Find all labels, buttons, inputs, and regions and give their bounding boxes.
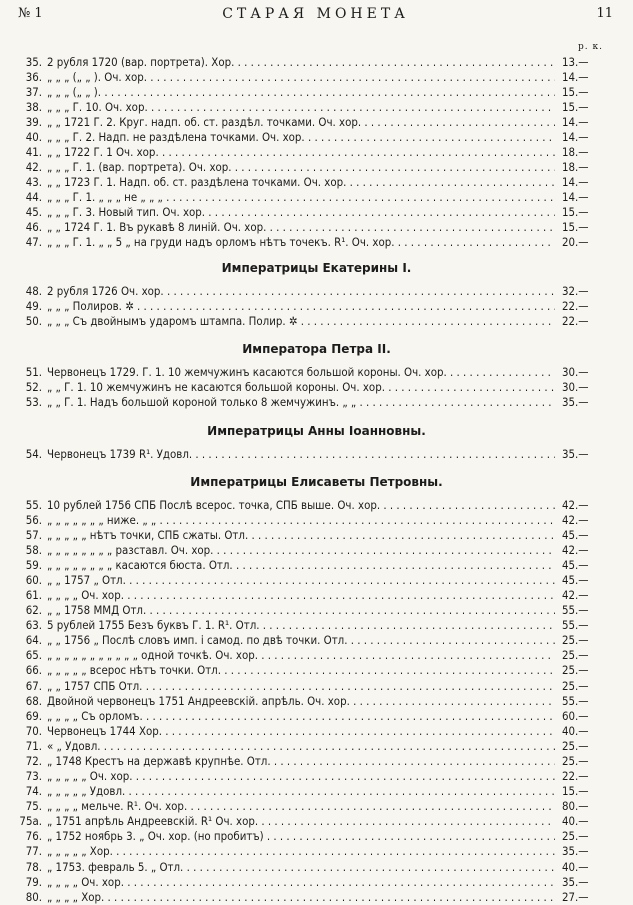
lot-number: 38. xyxy=(25,99,42,114)
lot-row xyxy=(14,558,618,573)
lot-row xyxy=(14,85,618,100)
lot-description: „ „ „ „ „ нѣтъ точки, СПБ сжаты. Отл. . . . xyxy=(47,528,555,543)
lot-number: 54. xyxy=(25,446,42,461)
lot-row xyxy=(14,739,618,754)
lot-description: „ „ 1724 Г. 1. Въ рукавѣ 8 линій. Оч. хор. . . . xyxy=(47,220,555,235)
lot-description: „ „ 1721 Г. 2. Круг. надп. об. ст. раздѣл. точками. Оч. хор. . . . xyxy=(47,115,555,130)
lot-description: „ „ „ „ „ „ „ ниже. „ „ . . . xyxy=(47,513,555,528)
lot-price: 25.— xyxy=(562,663,589,678)
lot-price: 14.— xyxy=(562,190,589,205)
lot-row xyxy=(14,528,618,543)
lot-description: „ „ 1757 СПБ Отл. . . . xyxy=(47,679,555,694)
lot-price: 27.— xyxy=(562,889,589,904)
lot-row xyxy=(14,543,618,558)
lot-number: 47. xyxy=(25,235,42,250)
lot-price: 15.— xyxy=(562,84,589,99)
page-header xyxy=(18,6,613,26)
lot-row xyxy=(14,799,618,814)
lot-number: 36. xyxy=(25,69,42,84)
lot-number: 71. xyxy=(25,738,42,753)
journal-title: СТАРАЯ МОНЕТА xyxy=(222,6,409,22)
lot-row xyxy=(14,513,618,528)
lot-description: „ „ „ „ „ „ „ „ „ „ „ одной точкѣ. Оч. хор. . . . xyxy=(47,648,555,663)
page-number: 11 xyxy=(596,6,613,21)
lot-description: „ „ Г. 1. 10 жемчужинъ не касаются большой короны. Оч. хор. . . . xyxy=(47,380,555,395)
lot-number: 55. xyxy=(25,497,42,512)
lot-row xyxy=(14,55,618,70)
lot-description: „ 1748 Крестъ на державѣ крупнѣе. Отл. . . . xyxy=(47,754,555,769)
lot-price: 42.— xyxy=(562,588,589,603)
lot-row xyxy=(14,160,618,175)
lot-row xyxy=(14,284,618,299)
lot-price: 45.— xyxy=(562,573,589,587)
lot-number: 69. xyxy=(25,708,42,723)
lot-number: 77. xyxy=(25,844,42,859)
lot-description: „ „ „ Г. 1. „ „ „ не „ „ „ . . . xyxy=(47,190,555,205)
lot-row xyxy=(14,860,618,875)
lot-description: „ „ „ Г. 1. „ „ 5 „ на груди надъ орломъ нѣтъ точекъ. R¹. Оч. хор. . . . xyxy=(47,235,555,250)
lot-number: 39. xyxy=(25,114,42,129)
lot-description: „ „ „ „ „ Хор. . . . xyxy=(47,844,555,859)
lot-description: „ „ Г. 1. Надъ большой короной только 8 жемчужинъ. „ „ . . . xyxy=(47,395,555,410)
lot-row xyxy=(14,130,618,145)
lot-description: „ „ „ Полиров. ✲ . . . xyxy=(47,299,555,314)
lot-row xyxy=(14,299,618,314)
lot-number: 79. xyxy=(25,874,42,889)
lot-price: 55.— xyxy=(562,618,589,633)
lot-description: 2 рубля 1720 (вар. портрета). Хор. . . . xyxy=(47,55,555,70)
lot-description: Червонецъ 1729. Г. 1. 10 жемчужинъ касаются большой короны. Оч. хор. . . . xyxy=(47,365,555,380)
lot-row xyxy=(14,190,618,205)
lot-row xyxy=(14,648,618,663)
lot-row xyxy=(14,395,618,410)
lot-price: 15.— xyxy=(562,99,589,114)
lot-number: 45. xyxy=(25,205,42,220)
lot-description: „ „ „ („ „ ). . . . xyxy=(47,85,555,100)
lot-price: 22.— xyxy=(562,314,589,329)
lot-price: 42.— xyxy=(562,497,589,512)
lot-description: „ „ 1723 Г. 1. Надп. об. ст. раздѣлена точками. Оч. хор. . . . xyxy=(47,175,555,190)
lot-description: « „ Удовл. . . . xyxy=(47,739,555,754)
lot-price: 35.— xyxy=(562,874,589,889)
lot-row xyxy=(14,633,618,648)
issue-number: № 1 xyxy=(18,6,43,21)
lot-row xyxy=(14,769,618,784)
lot-number: 59. xyxy=(25,557,42,572)
price-unit-label: р. к. xyxy=(578,42,603,52)
lot-price: 35.— xyxy=(562,844,589,859)
lot-number: 75а. xyxy=(19,814,42,829)
lot-description: „ „ „ („ „ ). Оч. хор. . . . xyxy=(47,70,555,85)
lot-price: 18.— xyxy=(562,144,589,159)
lot-price: 32.— xyxy=(562,284,589,299)
section-heading: Императрицы Екатерины I. xyxy=(221,261,412,276)
lot-price: 30.— xyxy=(562,380,589,395)
lot-row xyxy=(14,145,618,160)
lot-description: „ „ 1722 Г. 1 Оч. хор. . . . xyxy=(47,145,555,160)
lot-description: „ „ „ „ мельче. R¹. Оч. хор. . . . xyxy=(47,799,555,814)
lot-description: „ „ „ „ Съ орломъ. . . . xyxy=(47,709,555,724)
lot-row xyxy=(14,724,618,739)
lot-row xyxy=(14,365,618,380)
lot-row xyxy=(14,447,618,462)
lot-price: 55.— xyxy=(562,603,589,618)
lot-number: 40. xyxy=(25,129,42,144)
lot-price: 25.— xyxy=(562,633,589,648)
lot-price: 15.— xyxy=(562,205,589,220)
lot-number: 61. xyxy=(25,588,42,603)
lot-row xyxy=(14,115,618,130)
lot-description: „ „ „ „ „ „ „ „ разставл. Оч. хор. . . . xyxy=(47,543,555,558)
lot-number: 37. xyxy=(25,84,42,99)
lot-number: 62. xyxy=(25,603,42,618)
lot-row xyxy=(14,875,618,890)
lot-row xyxy=(14,618,618,633)
lot-price: 14.— xyxy=(562,175,589,190)
lot-row xyxy=(14,175,618,190)
lot-price: 13.— xyxy=(562,54,589,69)
lot-row xyxy=(14,754,618,769)
lot-number: 41. xyxy=(25,144,42,159)
lot-number: 43. xyxy=(25,175,42,190)
lot-number: 66. xyxy=(25,663,42,678)
lot-price: 45.— xyxy=(562,527,589,542)
lot-row xyxy=(14,205,618,220)
lot-number: 65. xyxy=(25,648,42,663)
lot-price: 20.— xyxy=(562,235,589,250)
lot-number: 51. xyxy=(25,365,42,380)
lot-description: „ „ 1758 ММД Отл. . . . xyxy=(47,603,555,618)
lot-number: 56. xyxy=(25,512,42,527)
lot-row xyxy=(14,498,618,513)
lot-number: 63. xyxy=(25,618,42,633)
lot-price: 42.— xyxy=(562,542,589,557)
lot-price: 15.— xyxy=(562,784,589,799)
lot-price: 40.— xyxy=(562,859,589,874)
lot-row xyxy=(14,235,618,250)
section-heading: Императрицы Анны Іоанновны. xyxy=(207,423,426,438)
lot-price: 25.— xyxy=(562,829,589,844)
lot-number: 48. xyxy=(25,284,42,299)
lot-number: 58. xyxy=(25,542,42,557)
lot-price: 25.— xyxy=(562,648,589,663)
lot-price: 55.— xyxy=(562,693,589,708)
lot-description: „ „ „ „ Оч. хор. . . . xyxy=(47,588,555,603)
lot-description: „ „ „ „ „ всерос нѣтъ точки. Отл. . . . xyxy=(47,663,555,678)
lot-description: Червонецъ 1739 R¹. Удовл. . . . xyxy=(47,447,555,462)
lot-row xyxy=(14,679,618,694)
lot-price: 14.— xyxy=(562,69,589,84)
lot-price: 35.— xyxy=(562,446,589,461)
lot-price: 22.— xyxy=(562,769,589,784)
lot-description: Двойной червонецъ 1751 Андреевскій. апрѣль. Оч. хор. . . . xyxy=(47,694,555,709)
lot-row xyxy=(14,603,618,618)
lot-row xyxy=(14,694,618,709)
lot-number: 64. xyxy=(25,633,42,648)
lot-number: 57. xyxy=(25,527,42,542)
lot-price: 42.— xyxy=(562,512,589,527)
lot-row xyxy=(14,844,618,859)
lot-price: 45.— xyxy=(562,557,589,572)
lot-row xyxy=(14,814,618,829)
lot-price: 25.— xyxy=(562,738,589,753)
lot-number: 49. xyxy=(25,299,42,314)
lot-price: 30.— xyxy=(562,365,589,380)
lot-description: „ „ „ Г. 10. Оч. хор. . . . xyxy=(47,100,555,115)
lot-row xyxy=(14,70,618,85)
lot-number: 74. xyxy=(25,784,42,799)
lot-description: „ „ „ „ Оч. хор. . . . xyxy=(47,875,555,890)
lot-row xyxy=(14,784,618,799)
lot-description: „ „ „ Съ двойнымъ ударомъ штампа. Полир. ✲ . . . xyxy=(47,314,555,329)
lot-price: 40.— xyxy=(562,814,589,829)
lot-price: 14.— xyxy=(562,114,589,129)
lot-number: 60. xyxy=(25,573,42,587)
lot-description: „ „ „ „ „ Удовл. . . . xyxy=(47,784,555,799)
lot-price: 22.— xyxy=(562,299,589,314)
lot-number: 35. xyxy=(25,54,42,69)
lot-number: 72. xyxy=(25,753,42,768)
lot-description: „ „ „ „ Хор. . . . xyxy=(47,890,555,905)
lot-number: 42. xyxy=(25,160,42,175)
lot-row xyxy=(14,588,618,603)
lot-description: „ „ „ Г. 3. Новый тип. Оч. хор. . . . xyxy=(47,205,555,220)
lot-price: 35.— xyxy=(562,395,589,410)
section-heading: Императрицы Елисаветы Петровны. xyxy=(190,474,443,489)
lot-number: 46. xyxy=(25,220,42,235)
lot-price: 80.— xyxy=(562,799,589,814)
lot-price: 40.— xyxy=(562,723,589,738)
lot-row xyxy=(14,220,618,235)
lot-number: 70. xyxy=(25,723,42,738)
lot-description: „ „ „ Г. 2. Надп. не раздѣлена точками. Оч. хор. . . . xyxy=(47,130,555,145)
lot-price: 18.— xyxy=(562,160,589,175)
lot-number: 50. xyxy=(25,314,42,329)
lot-description: „ 1753. февраль 5. „ Отл. . . . xyxy=(47,860,555,875)
lot-description: Червонецъ 1744 Хор. . . . xyxy=(47,724,555,739)
lot-number: 44. xyxy=(25,190,42,205)
lot-number: 76. xyxy=(25,829,42,844)
lot-description: 5 рублей 1755 Безъ буквъ Г. 1. R¹. Отл. . . . xyxy=(47,618,555,633)
lot-row xyxy=(14,709,618,724)
lot-description: „ 1751 апрѣль Андреевскій. R¹ Оч. хор. . . . xyxy=(47,814,555,829)
lot-description: „ „ „ „ „ „ „ „ касаются бюста. Отл. . . . xyxy=(47,558,555,573)
lot-row xyxy=(14,380,618,395)
lot-row xyxy=(14,829,618,844)
lot-price: 60.— xyxy=(562,708,589,723)
lot-price: 25.— xyxy=(562,753,589,768)
lot-row xyxy=(14,663,618,678)
lot-description: „ „ 1756 „ Послѣ словъ имп. і самод. по двѣ точки. Отл. . . . xyxy=(47,633,555,648)
lot-description: 2 рубля 1726 Оч. хор. . . . xyxy=(47,284,555,299)
lot-number: 52. xyxy=(25,380,42,395)
lot-price: 14.— xyxy=(562,129,589,144)
lot-row xyxy=(14,314,618,329)
lot-description: „ „ 1757 „ Отл. . . . xyxy=(47,573,555,588)
lot-number: 67. xyxy=(25,678,42,693)
lot-row xyxy=(14,890,618,905)
lot-description: „ 1752 ноябрь 3. „ Оч. хор. (но пробитъ) . . . xyxy=(47,829,555,844)
lot-number: 53. xyxy=(25,395,42,410)
lot-number: 80. xyxy=(25,889,42,904)
lot-price: 25.— xyxy=(562,678,589,693)
lot-number: 68. xyxy=(25,693,42,708)
lot-number: 73. xyxy=(25,769,42,784)
lot-description: „ „ „ Г. 1. (вар. портрета). Оч. хор. . . . xyxy=(47,160,555,175)
section-heading: Императора Петра II. xyxy=(242,342,391,357)
lot-row xyxy=(14,573,618,588)
lot-description: 10 рублей 1756 СПБ Послѣ всерос. точка, СПБ выше. Оч. хор. . . . xyxy=(47,498,555,513)
lot-number: 78. xyxy=(25,859,42,874)
lot-description: „ „ „ „ „ Оч. хор. . . . xyxy=(47,769,555,784)
lot-price: 15.— xyxy=(562,220,589,235)
lot-number: 75. xyxy=(25,799,42,814)
lot-row xyxy=(14,100,618,115)
